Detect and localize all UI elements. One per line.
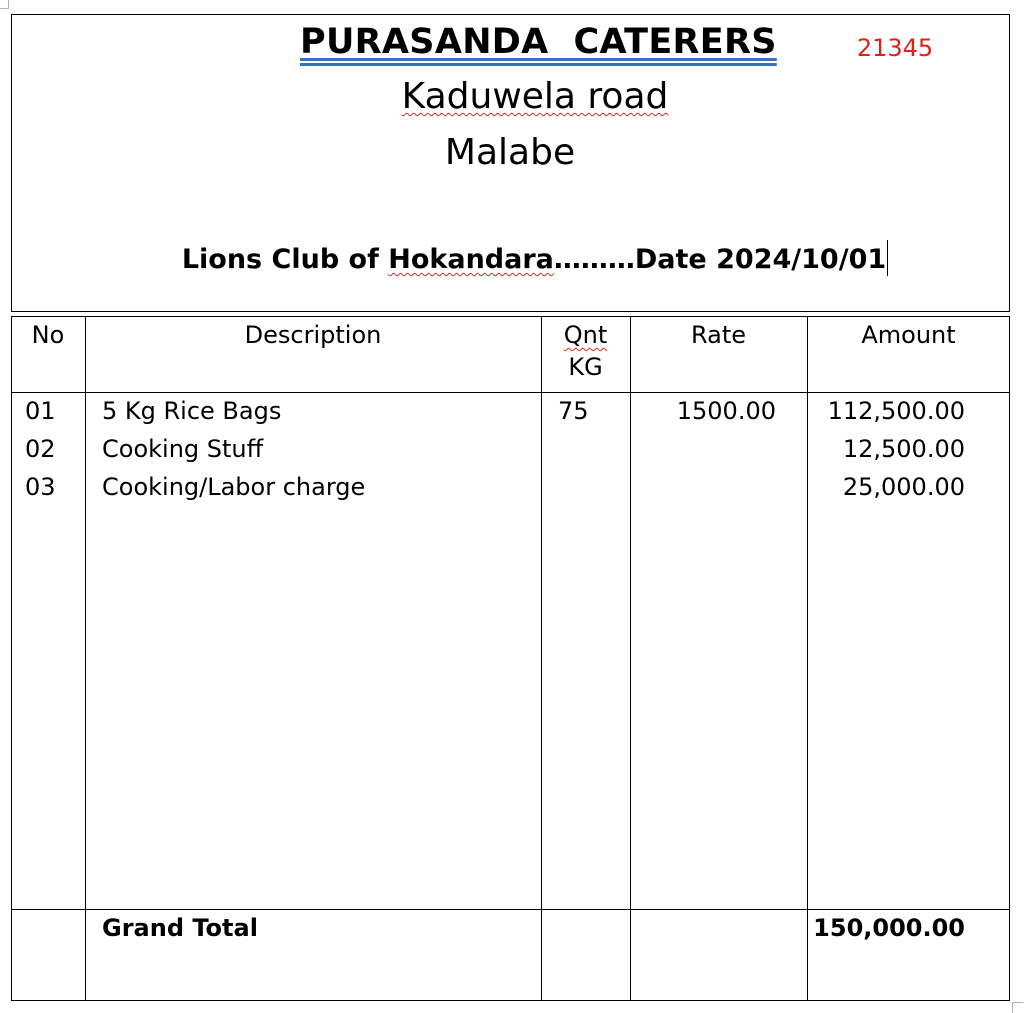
customer-date-line[interactable] <box>100 240 970 276</box>
invoice-date: Date 2024/10/01 <box>634 244 887 275</box>
column-divider <box>85 317 86 1000</box>
row-2-amount: 12,500.00 <box>842 435 965 463</box>
page-corner-mark <box>0 0 9 9</box>
separator-dots: ……… <box>553 244 635 275</box>
row-3-description: Cooking/Labor charge <box>102 473 366 501</box>
company-name: PURASANDA CATERERS <box>300 22 777 62</box>
column-header-rate: Rate <box>690 321 747 349</box>
column-header-qnt <box>541 319 630 383</box>
customer-name: Lions Club of Hokandara <box>181 244 554 275</box>
column-divider <box>630 317 631 1000</box>
address-line-2: Malabe <box>444 132 576 173</box>
qnt-label: Qnt <box>563 321 608 349</box>
row-1-qnt: 75 <box>558 397 589 425</box>
grand-total-amount: 150,000.00 <box>813 914 965 942</box>
column-divider <box>541 317 542 1000</box>
text-cursor <box>887 240 888 276</box>
address-street: Kaduwela road <box>401 76 669 117</box>
grand-total-label: Grand Total <box>102 914 258 942</box>
row-1-amount: 112,500.00 <box>827 397 965 425</box>
invoice-number: 21345 <box>856 34 934 62</box>
page-corner-mark <box>1012 1002 1023 1013</box>
column-header-description: Description <box>244 321 382 349</box>
row-3-no: 03 <box>25 473 56 501</box>
qnt-unit: KG <box>568 353 603 381</box>
row-2-no: 02 <box>25 435 56 463</box>
column-header-no: No <box>31 321 65 349</box>
column-divider <box>807 317 808 1000</box>
total-row-divider <box>12 909 1009 910</box>
header-row-divider <box>12 392 1009 393</box>
address-line-1 <box>300 76 770 117</box>
row-1-no: 01 <box>25 397 56 425</box>
row-1-description: 5 Kg Rice Bags <box>102 397 282 425</box>
row-3-amount: 25,000.00 <box>842 473 965 501</box>
row-1-rate: 1500.00 <box>676 397 776 425</box>
row-2-description: Cooking Stuff <box>102 435 264 463</box>
column-header-amount: Amount <box>861 321 956 349</box>
